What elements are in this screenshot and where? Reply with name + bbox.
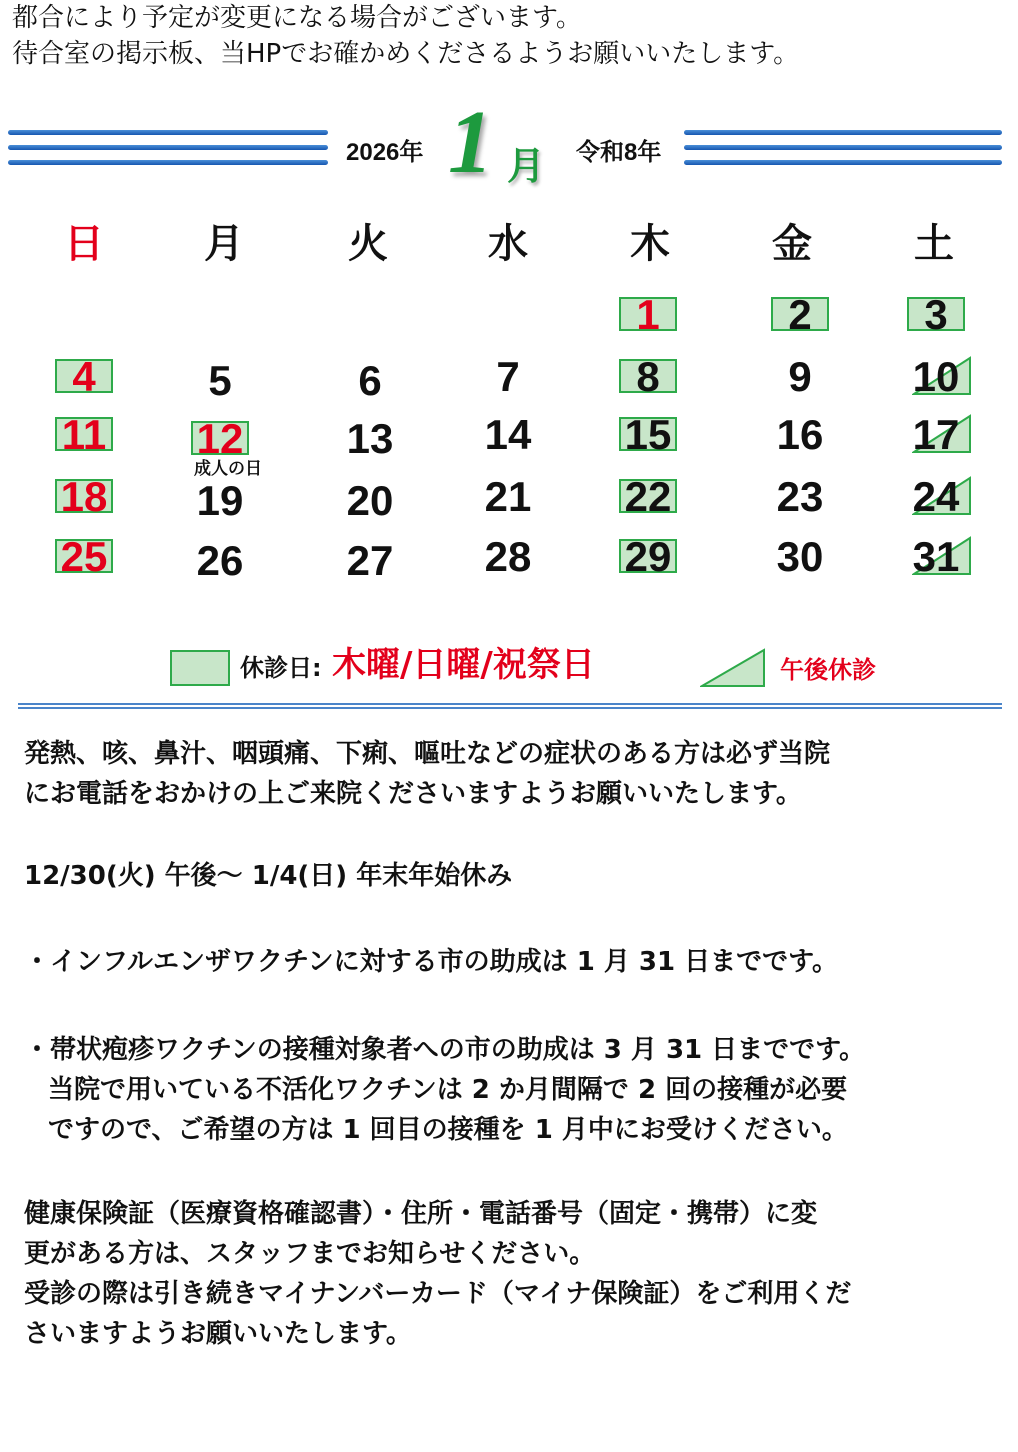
weekday-sat: 土 xyxy=(914,221,954,267)
calendar-day-number: 12 xyxy=(196,415,244,462)
calendar-day-20 xyxy=(330,476,410,526)
month-unit: 月 xyxy=(507,146,546,188)
calendar-day-number: 1 xyxy=(636,291,660,338)
insurance-notice-line-3: 受診の際は引き続きマイナンバーカード（マイナ保険証）をご利用くだ xyxy=(24,1279,852,1309)
section-divider xyxy=(18,703,1002,709)
insurance-notice-line-2: 更がある方は、スタッフまでお知らせください。 xyxy=(24,1239,596,1269)
weekday-fri: 金 xyxy=(772,221,812,267)
calendar-day-number: 16 xyxy=(776,411,824,458)
calendar-day-7 xyxy=(468,352,548,402)
fever-notice xyxy=(24,734,996,814)
calendar-day-28 xyxy=(468,532,548,582)
fever-notice-line-2: にお電話をおかけの上ご来院くださいますようお願いいたします。 xyxy=(24,779,802,809)
header-stripes-right xyxy=(684,128,1002,168)
calendar-day-number: 25 xyxy=(60,533,108,580)
calendar-day-4 xyxy=(44,352,124,402)
calendar-day-18 xyxy=(44,472,124,522)
calendar-day-number: 27 xyxy=(346,537,394,584)
calendar-day-number: 5 xyxy=(208,357,232,404)
calendar-day-number: 13 xyxy=(346,415,394,462)
weekday-wed: 水 xyxy=(488,221,528,267)
era-label: 令和8年 xyxy=(576,139,662,166)
calendar-day-31 xyxy=(896,532,976,582)
calendar-day-number: 21 xyxy=(484,473,532,520)
weekday-tue: 火 xyxy=(348,221,388,267)
legend-closed-label: 休診日: xyxy=(240,654,322,682)
year-end-holiday-text: 12/30(火) 午後〜 1/4(日) 年末年始休み xyxy=(24,861,513,891)
calendar-day-3 xyxy=(896,290,976,340)
calendar-day-16 xyxy=(760,410,840,460)
flu-vaccine-notice xyxy=(24,942,996,982)
top-notice-line-1: 都合により予定が変更になる場合がございます。 xyxy=(12,3,582,33)
fever-notice-line-1: 発熱、咳、鼻汁、咽頭痛、下痢、嘔吐などの症状のある方は必ず当院 xyxy=(24,739,831,769)
holiday-note-coming-of-age-day: 成人の日 xyxy=(194,459,262,479)
calendar-day-29 xyxy=(608,532,688,582)
insurance-notice xyxy=(24,1194,996,1354)
top-notice-line-2: 待合室の掲示板、当HPでお確かめくださるようお願いいたします。 xyxy=(12,39,800,69)
calendar-day-number: 26 xyxy=(196,537,244,584)
calendar-day-number: 20 xyxy=(346,477,394,524)
legend-closed-days: 木曜/日曜/祝祭日 xyxy=(332,645,595,685)
calendar-day-number: 11 xyxy=(61,411,107,458)
weekday-sun: 日 xyxy=(64,221,104,267)
calendar-day-number: 23 xyxy=(776,473,824,520)
calendar-day-6 xyxy=(330,356,410,406)
calendar-day-12 xyxy=(180,414,260,464)
calendar-day-number: 18 xyxy=(60,473,108,520)
calendar-day-27 xyxy=(330,536,410,586)
calendar-day-9 xyxy=(760,352,840,402)
calendar-day-23 xyxy=(760,472,840,522)
shingles-vaccine-line-1: ・帯状疱疹ワクチンの接種対象者への市の助成は 3 月 31 日までです。 xyxy=(24,1035,866,1065)
calendar-day-22 xyxy=(608,472,688,522)
calendar-day-number: 30 xyxy=(776,533,824,580)
calendar-day-15 xyxy=(608,410,688,460)
calendar-day-25 xyxy=(44,532,124,582)
calendar-day-number: 2 xyxy=(788,291,812,338)
calendar-day-number: 7 xyxy=(496,353,520,400)
shingles-vaccine-line-3: ですので、ご希望の方は 1 回目の接種を 1 月中にお受けください。 xyxy=(48,1115,848,1145)
calendar-day-17 xyxy=(896,410,976,460)
calendar-day-21 xyxy=(468,472,548,522)
legend-closed-swatch xyxy=(170,650,230,686)
calendar-day-number: 9 xyxy=(788,353,812,400)
calendar-day-number: 17 xyxy=(912,411,960,458)
calendar-day-number: 10 xyxy=(912,353,960,400)
year-label: 2026年 xyxy=(346,139,424,166)
calendar-day-number: 3 xyxy=(924,291,948,338)
calendar-day-number: 4 xyxy=(72,353,96,400)
calendar-day-13 xyxy=(330,414,410,464)
calendar-day-number: 28 xyxy=(484,533,532,580)
calendar-day-number: 15 xyxy=(624,411,672,458)
calendar-day-10 xyxy=(896,352,976,402)
top-notice xyxy=(12,0,1002,72)
calendar-day-24 xyxy=(896,472,976,522)
calendar-day-number: 19 xyxy=(196,477,244,524)
month-number: 1 xyxy=(448,93,493,192)
calendar-day-number: 14 xyxy=(484,411,532,458)
calendar-day-number: 24 xyxy=(912,473,960,520)
calendar-day-number: 31 xyxy=(912,533,960,580)
calendar-day-2 xyxy=(760,290,840,340)
calendar-day-1 xyxy=(608,290,688,340)
calendar-day-number: 8 xyxy=(636,353,660,400)
legend-pm-closed-label: 午後休診 xyxy=(780,656,876,684)
shingles-vaccine-notice xyxy=(24,1030,996,1150)
calendar-day-30 xyxy=(760,532,840,582)
year-end-holiday xyxy=(24,856,996,896)
calendar-day-8 xyxy=(608,352,688,402)
insurance-notice-line-4: さいますようお願いいたします。 xyxy=(24,1319,412,1349)
calendar-day-5 xyxy=(180,356,260,406)
legend-pm-closed-triangle-icon xyxy=(700,648,766,688)
calendar-day-number: 29 xyxy=(624,533,672,580)
calendar-day-number: 6 xyxy=(358,357,382,404)
header-stripes-left xyxy=(8,128,328,168)
calendar-day-19 xyxy=(180,476,260,526)
calendar-day-number: 22 xyxy=(624,473,672,520)
shingles-vaccine-line-2: 当院で用いている不活化ワクチンは 2 か月間隔で 2 回の接種が必要 xyxy=(48,1075,848,1105)
flu-vaccine-text: ・インフルエンザワクチンに対する市の助成は 1 月 31 日までです。 xyxy=(24,947,839,977)
calendar-day-26 xyxy=(180,536,260,586)
calendar-day-11 xyxy=(44,410,124,460)
weekday-mon: 月 xyxy=(204,221,244,267)
insurance-notice-line-1: 健康保険証（医療資格確認書）・住所・電話番号（固定・携帯）に変 xyxy=(24,1199,818,1229)
calendar-day-14 xyxy=(468,410,548,460)
weekday-thu: 木 xyxy=(630,221,670,267)
